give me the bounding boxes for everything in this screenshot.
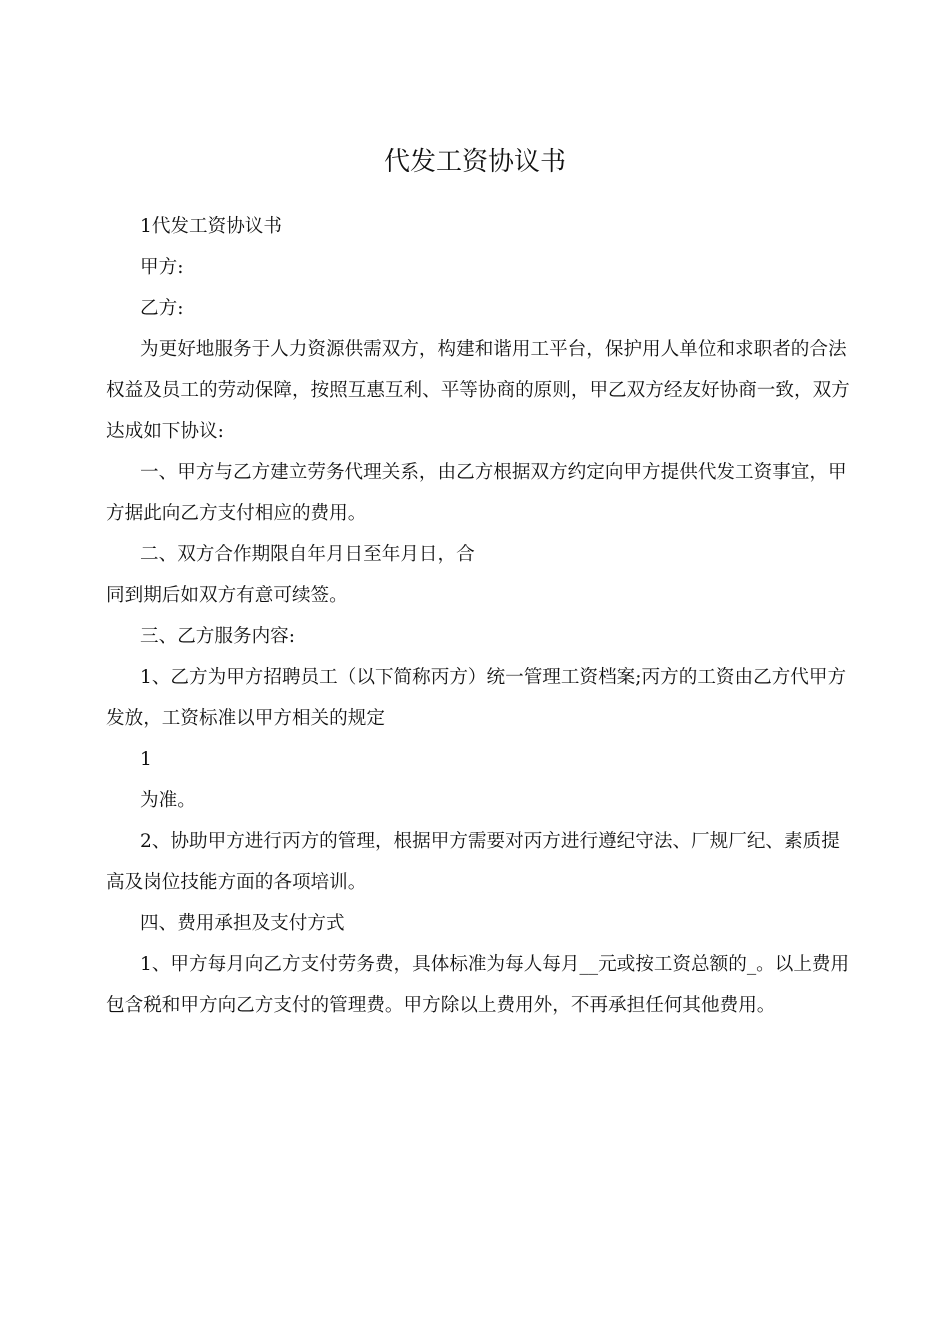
paragraph-clause-4-item-1: 1、甲方每月向乙方支付劳务费，具体标准为每人每月__元或按工资总额的_。以上费用包含税和甲方向乙方支付的管理费。甲方除以上费用外，不再承担任何其他费用。 (106, 954, 850, 1016)
paragraph-page-number: 1 (140, 749, 152, 770)
paragraph-clause-1: 一、甲方与乙方建立劳务代理关系，由乙方根据双方约定向甲方提供代发工资事宜，甲方据此向乙方支付相应的费用。 (106, 462, 847, 524)
paragraph-preamble: 为更好地服务于人力资源供需双方，构建和谐用工平台，保护用人单位和求职者的合法权益及员工的劳动保障，按照互惠互利、平等协商的原则，甲乙双方经友好协商一致，双方达成如下协议: (106, 339, 850, 442)
document-body (106, 206, 852, 1026)
paragraph-clause-2: 二、双方合作期限自年月日至年月日，合 (140, 544, 475, 565)
paragraph-clause-4-heading: 四、费用承担及支付方式 (140, 913, 345, 934)
paragraph-clause-3-item-2: 2、协助甲方进行丙方的管理，根据甲方需要对丙方进行遵纪守法、厂规厂纪、素质提高及岗位技能方面的各项培训。 (106, 831, 840, 893)
document-title: 代发工资协议书 (383, 147, 566, 177)
paragraph-heading-line: 1代发工资协议书 (140, 216, 282, 237)
paragraph-clause-3-item-1-end: 为准。 (140, 790, 196, 811)
paragraph-clause-2-continued: 同到期后如双方有意可续签。 (106, 585, 348, 606)
paragraph-party-b: 乙方: (140, 298, 184, 319)
paragraph-party-a: 甲方: (140, 257, 184, 278)
paragraph-clause-3-heading: 三、乙方服务内容: (140, 626, 296, 647)
paragraph-clause-3-item-1: 1、乙方为甲方招聘员工（以下简称丙方）统一管理工资档案;丙方的工资由乙方代甲方发放，工资标准以甲方相关的规定 (106, 667, 847, 729)
